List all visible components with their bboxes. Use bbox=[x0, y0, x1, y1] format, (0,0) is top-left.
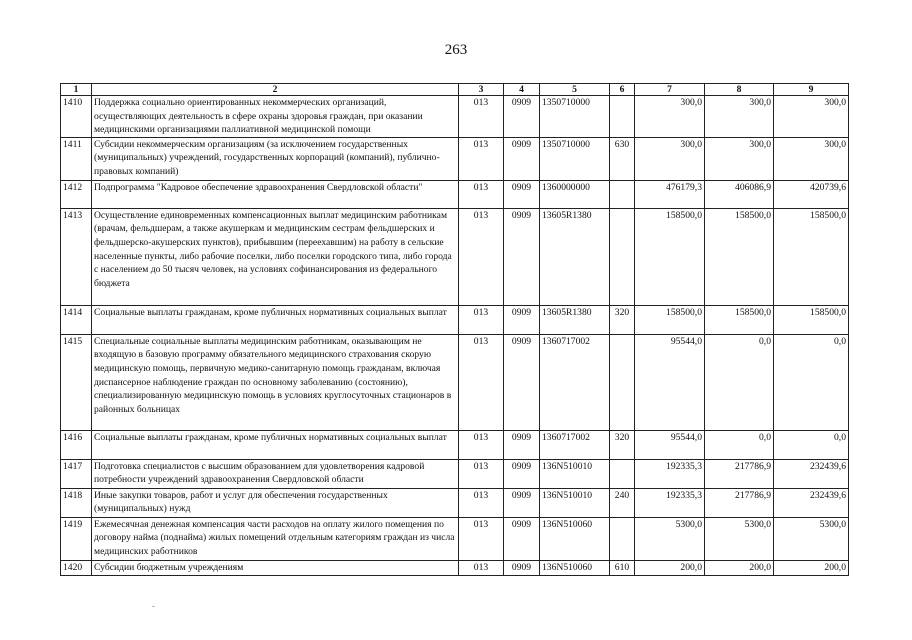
amount-year-2: 158500,0 bbox=[705, 305, 774, 334]
amount-year-1: 158500,0 bbox=[635, 305, 705, 334]
target-code: 136N510010 bbox=[540, 488, 610, 517]
amount-year-3: 158500,0 bbox=[774, 305, 849, 334]
amount-year-1: 192335,3 bbox=[635, 488, 705, 517]
row-number: 1414 bbox=[61, 305, 92, 334]
ministry-code: 013 bbox=[459, 459, 504, 488]
section-code: 0909 bbox=[504, 459, 540, 488]
amount-year-1: 95544,0 bbox=[635, 430, 705, 459]
header-col-2: 2 bbox=[92, 84, 459, 96]
amount-year-2: 217786,9 bbox=[705, 488, 774, 517]
amount-year-2: 5300,0 bbox=[705, 517, 774, 560]
amount-year-1: 200,0 bbox=[635, 560, 705, 575]
header-col-1: 1 bbox=[61, 84, 92, 96]
target-code: 1360717002 bbox=[540, 334, 610, 430]
target-code: 136N510060 bbox=[540, 560, 610, 575]
target-code: 13605R1380 bbox=[540, 208, 610, 305]
section-code: 0909 bbox=[504, 430, 540, 459]
table-row bbox=[61, 517, 849, 560]
amount-year-3: 158500,0 bbox=[774, 208, 849, 305]
amount-year-2: 200,0 bbox=[705, 560, 774, 575]
amount-year-3: 200,0 bbox=[774, 560, 849, 575]
amount-year-1: 476179,3 bbox=[635, 180, 705, 208]
expense-type: 320 bbox=[610, 430, 635, 459]
table-row bbox=[61, 334, 849, 430]
row-name: Социальные выплаты гражданам, кроме публичных нормативных социальных выплат bbox=[92, 430, 459, 459]
row-name: Субсидии некоммерческим организациям (за исключением государственных (муниципальных) учреждений, государственных корпораций (компаний), публично-правовых компаний) bbox=[92, 137, 459, 180]
row-number: 1411 bbox=[61, 137, 92, 180]
amount-year-3: 5300,0 bbox=[774, 517, 849, 560]
amount-year-2: 300,0 bbox=[705, 137, 774, 180]
scan-speck bbox=[152, 606, 155, 607]
ministry-code: 013 bbox=[459, 334, 504, 430]
expense-type: 240 bbox=[610, 488, 635, 517]
row-name: Социальные выплаты гражданам, кроме публичных нормативных социальных выплат bbox=[92, 305, 459, 334]
target-code: 136N510060 bbox=[540, 517, 610, 560]
amount-year-3: 232439,6 bbox=[774, 488, 849, 517]
table-row bbox=[61, 180, 849, 208]
target-code: 1350710000 bbox=[540, 96, 610, 138]
row-name: Специальные социальные выплаты медицинским работникам, оказывающим не входящую в базовую программу обязательного медицинского страхования скорую медицинскую помощь, первичную медико-санитарную помощь гражданам, включая диспансерное наблюдение граждан по основному заболеванию (состоянию), специализированную медицинскую помощь в условиях круглосуточных стационаров в районных больницах bbox=[92, 334, 459, 430]
header-col-4: 4 bbox=[504, 84, 540, 96]
row-number: 1415 bbox=[61, 334, 92, 430]
row-name: Субсидии бюджетным учреждениям bbox=[92, 560, 459, 575]
row-number: 1417 bbox=[61, 459, 92, 488]
expense-type: 630 bbox=[610, 137, 635, 180]
table-row bbox=[61, 560, 849, 575]
expense-type bbox=[610, 96, 635, 138]
ministry-code: 013 bbox=[459, 305, 504, 334]
amount-year-1: 300,0 bbox=[635, 96, 705, 138]
row-name: Ежемесячная денежная компенсация части расходов на оплату жилого помещения по договору найма (поднайма) жилых помещений отдельным категориям граждан из числа медицинских работников bbox=[92, 517, 459, 560]
expense-type bbox=[610, 459, 635, 488]
table-row bbox=[61, 305, 849, 334]
section-code: 0909 bbox=[504, 334, 540, 430]
row-number: 1418 bbox=[61, 488, 92, 517]
section-code: 0909 bbox=[504, 137, 540, 180]
amount-year-3: 232439,6 bbox=[774, 459, 849, 488]
table-row bbox=[61, 137, 849, 180]
section-code: 0909 bbox=[504, 488, 540, 517]
row-name: Поддержка социально ориентированных некоммерческих организаций, осуществляющих деятельность в сфере охраны здоровья граждан, при оказании медицинскими организациями паллиативной медицинской помощи bbox=[92, 96, 459, 138]
row-name: Подпрограмма "Кадровое обеспечение здравоохранения Свердловской области" bbox=[92, 180, 459, 208]
amount-year-1: 192335,3 bbox=[635, 459, 705, 488]
row-number: 1412 bbox=[61, 180, 92, 208]
table-row bbox=[61, 208, 849, 305]
expense-type bbox=[610, 180, 635, 208]
ministry-code: 013 bbox=[459, 517, 504, 560]
amount-year-2: 300,0 bbox=[705, 96, 774, 138]
table-row bbox=[61, 96, 849, 138]
row-name: Осуществление единовременных компенсационных выплат медицинским работникам (врачам, фельдшерам, а также акушеркам и медицинским сестрам фельдшерских и фельдшерско-акушерских пунктов), прибывшим (переехавшим) на работу в сельские населенные пункты, либо рабочие поселки, либо поселки городского типа, либо города с населением до 50 тысяч человек, на условиях софинансирования из федерального бюджета bbox=[92, 208, 459, 305]
header-col-5: 5 bbox=[540, 84, 610, 96]
section-code: 0909 bbox=[504, 208, 540, 305]
target-code: 136N510010 bbox=[540, 459, 610, 488]
section-code: 0909 bbox=[504, 180, 540, 208]
amount-year-3: 300,0 bbox=[774, 96, 849, 138]
target-code: 1360717002 bbox=[540, 430, 610, 459]
amount-year-3: 420739,6 bbox=[774, 180, 849, 208]
row-number: 1420 bbox=[61, 560, 92, 575]
ministry-code: 013 bbox=[459, 208, 504, 305]
expense-type: 610 bbox=[610, 560, 635, 575]
page-number: 263 bbox=[444, 42, 468, 58]
ministry-code: 013 bbox=[459, 560, 504, 575]
row-name: Подготовка специалистов с высшим образованием для удовлетворения кадровой потребности учреждений здравоохранения Свердловской области bbox=[92, 459, 459, 488]
amount-year-1: 300,0 bbox=[635, 137, 705, 180]
amount-year-1: 158500,0 bbox=[635, 208, 705, 305]
table-row bbox=[61, 488, 849, 517]
header-col-6: 6 bbox=[610, 84, 635, 96]
table-row bbox=[61, 459, 849, 488]
expense-type bbox=[610, 334, 635, 430]
section-code: 0909 bbox=[504, 305, 540, 334]
header-col-8: 8 bbox=[705, 84, 774, 96]
row-number: 1419 bbox=[61, 517, 92, 560]
section-code: 0909 bbox=[504, 96, 540, 138]
table-row bbox=[61, 430, 849, 459]
ministry-code: 013 bbox=[459, 137, 504, 180]
ministry-code: 013 bbox=[459, 430, 504, 459]
amount-year-1: 95544,0 bbox=[635, 334, 705, 430]
target-code: 1350710000 bbox=[540, 137, 610, 180]
amount-year-1: 5300,0 bbox=[635, 517, 705, 560]
ministry-code: 013 bbox=[459, 488, 504, 517]
target-code: 1360000000 bbox=[540, 180, 610, 208]
header-col-3: 3 bbox=[459, 84, 504, 96]
header-col-7: 7 bbox=[635, 84, 705, 96]
section-code: 0909 bbox=[504, 517, 540, 560]
row-number: 1410 bbox=[61, 96, 92, 138]
amount-year-2: 0,0 bbox=[705, 430, 774, 459]
target-code: 13605R1380 bbox=[540, 305, 610, 334]
section-code: 0909 bbox=[504, 560, 540, 575]
amount-year-3: 0,0 bbox=[774, 334, 849, 430]
header-row bbox=[61, 84, 849, 96]
amount-year-2: 217786,9 bbox=[705, 459, 774, 488]
expense-type bbox=[610, 208, 635, 305]
amount-year-3: 0,0 bbox=[774, 430, 849, 459]
ministry-code: 013 bbox=[459, 96, 504, 138]
amount-year-3: 300,0 bbox=[774, 137, 849, 180]
amount-year-2: 0,0 bbox=[705, 334, 774, 430]
row-number: 1413 bbox=[61, 208, 92, 305]
ministry-code: 013 bbox=[459, 180, 504, 208]
expense-type: 320 bbox=[610, 305, 635, 334]
row-number: 1416 bbox=[61, 430, 92, 459]
budget-table bbox=[60, 83, 849, 576]
amount-year-2: 158500,0 bbox=[705, 208, 774, 305]
header-col-9: 9 bbox=[774, 84, 849, 96]
row-name: Иные закупки товаров, работ и услуг для обеспечения государственных (муниципальных) нужд bbox=[92, 488, 459, 517]
amount-year-2: 406086,9 bbox=[705, 180, 774, 208]
expense-type bbox=[610, 517, 635, 560]
